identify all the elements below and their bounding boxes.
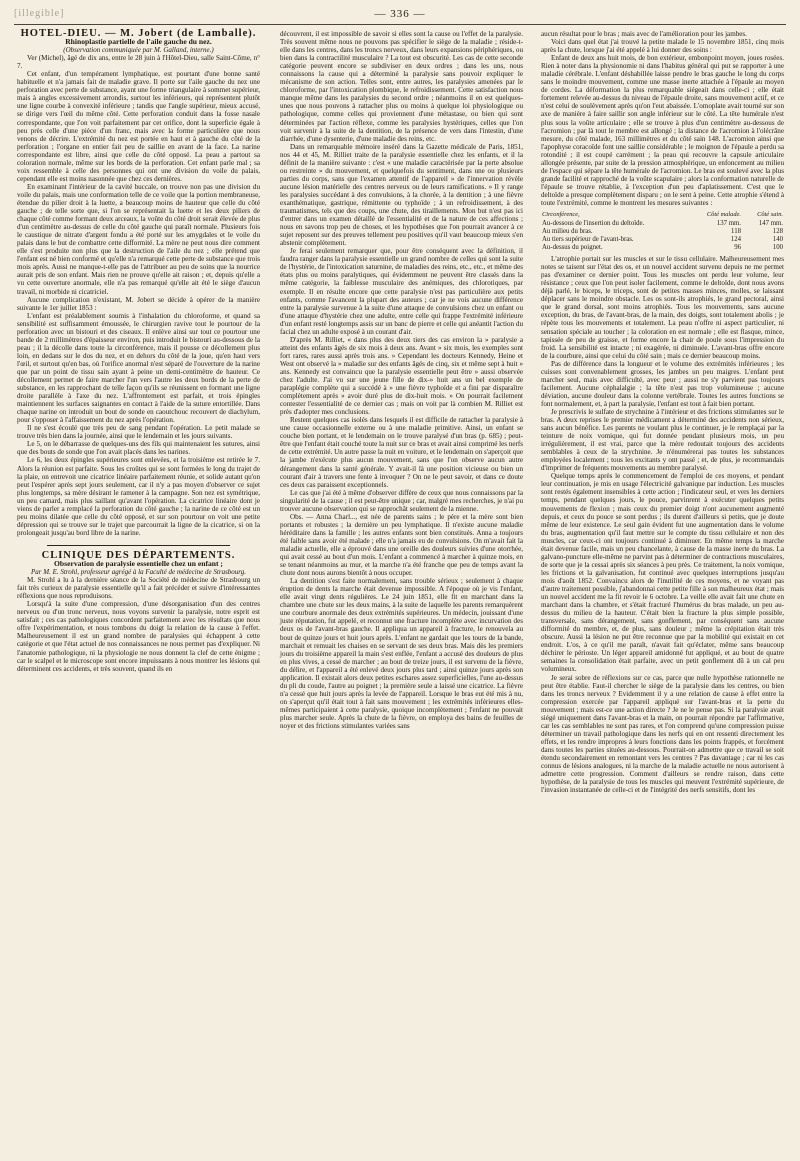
paragraph: Lorsqu'à la suite d'une compression, d'une désorganisation d'un des centres nerveux ou d'un tronc nerveux, nous voyons survenir la paralysie, notre esprit est satisfait ; ces cas pathologiques concordent parfaitement avec les résultats que nous offre l'expérimentation, et nous tombons du doigt la relation de la cause à l'effet. Malheureusement il est un grand nombre de paralysies qui échappent à cette catégorie et que l'état actuel de nos connaissances ne nous permet pas d'expliquer. Ni l'anatomie pathologique, ni la physiologie ne nous donnent la clef de cette énigme ; car le scalpel et le microscope sont encore impuissants à nous montrer les lésions qui déterminent ces accidents, et très souvent, quand ils en xyxy=(17,600,260,673)
paragraph: Pas de différence dans la longueur et le volume des extrémités inférieures ; les cuisses sont convenablement grosses, les jambes un peu maigres. L'enfant peut marcher seul, mais avec difficulté, avec peur ; aussi ne s'y parvient pas toujours facilement. Aucune céphalalgie ; la tête n'est pas trop volumineuse ; aucune déviation, aucune douleur dans la colonne vertébrale. Toutes les autres fonctions se font normalement, et, à part la paralysie, l'enfant est tout à fait bien portant. xyxy=(541,359,784,408)
row-healthy-value: 147 mm. xyxy=(758,220,783,228)
paragraph: Quelque temps après le commencement de l'emploi de ces moyens, et pendant leur continuation, je mis en usage l'électricité galvanique par induction. Les muscles sont restés également insensibles à cette action ; l'indicateur seul, et vers les derniers temps, pendant quelques jours, le pouce, parvinrent à exécuter quelques petits mouvements de flexion ; mais ceux du premier doigt n'ont aucunement augmenté depuis, et ceux du pouce se sont perdus ; ils durent d'ailleurs si petits, que je doute même de leur existence. Le seul gain évident fut une augmentation dans le volume du bras, augmentation qu'il faut mettre sur le compte du tissu cellulaire et non des muscles, car ceux-ci ont toujours continué à diminuer. En même temps la marche était devenue facile, mais un peu chancelante, à cause de la masse inerte du bras. La galvano-puncture elle-même ne parvint pas à déterminer de contractions musculaires, de sorte que je la cessai après six séances à peu près. Ce traitement, la noix vomique, les frictions et la galvanisation, fut continué avec quelques interruptions jusqu'au mois d'août 1852. Convaincu alors de l'inutilité de ces moyens, et ne voyant pas d'autre traitement possible, j'abandonnai cette petite fille à son malheureux état ; mais un nouvel accident me la fit revoir le 6 octobre. La veille elle avait fait une chute en marchant dans la chambre, et s'était fracturé l'humérus du bras malade, un peu au-dessus du milieu de la hauteur. C'était bien la fracture la plus simple possible, transversale, sans dérangement, sans gonflement, par conséquent sans aucune difformité du membre, et, de plus, sans douleur ; même la crépitation était très obscure. Aussi la lésion ne put être reconnue que par la mobilité qui existait en cet endroit. L'os, à ce qu'il me paraît, n'avait fait qu'éclater, même sans beaucoup déchirer le périoste. Un léger appareil amidonné fut appliqué, et au bout de quatre semaines la consolidation était parfaite, avec un petit gonflement dû à un cal peu volumineux. xyxy=(541,472,784,674)
paragraph: Le cas que j'ai été à même d'observer diffère de ceux que nous connaissons par la singularité de la cause ; il est peut-être unique ; car, malgré mes recherches, je n'ai pu trouver aucune observation qui se rapprochât seulement de la mienne. xyxy=(280,488,523,513)
table-header-healthy: Côté sain. xyxy=(757,211,783,219)
article-note: (Observation communiquée par M. Galland, interne.) xyxy=(63,46,214,55)
row-healthy-value: 100 xyxy=(772,244,783,252)
paragraph: Le 5, on le débarrasse de quelques-uns des fils qui maintenaient les sutures, ainsi que des bouts de sonde que l'on avait placés dans les narines. xyxy=(17,440,260,457)
paragraph: découvrent, il est impossible de savoir si elles sont la cause ou l'effet de la paralysie. Très souvent même nous ne pouvons pas spécifier le siège de la maladie ; réside-t-elle dans les centres, dans les troncs nerveux, dans leurs expansions périphériques, ou bien dans la contractilité musculaire ? La tout est obscurité. Les cas de cette seconde catégorie peuvent encore se subdiviser en deux ordres ; dans les uns, nous connaissons la cause qui a déterminé la paralysie sans pouvoir expliquer le mécanisme de son action. Telles sont, entre autres, les paralysies amenées par le chloroforme, par l'intoxication plombique, le refroidissement. Cette satisfaction nous manque même dans les paralysies du second ordre ; néanmoins il en est quelques-unes que nous pouvons à rattacher plus ou moins à quelque loi physiologique ou pathologique, comme celles qui proviennent d'une métastase, ou bien qui sont déterminées par l'action réflexe, comme les paralysies hystériques, celles que l'on voit survenir à la suite de la dentition, de la présence de vers dans l'intestin, d'une diarrhée, d'une dysenterie, d'une maladie des reins, etc. xyxy=(280,30,523,143)
column-1 xyxy=(17,30,260,673)
paragraph: Dans un remarquable mémoire inséré dans la Gazette médicale de Paris, 1851, nos 44 et 45, M. Rilliet traite de la paralysie essentielle chez les enfants, et il la définit de la manière suivante : c'est « une maladie caractérisée par la perte absolue ou restreinte » du mouvement, et quelquefois du sentiment, dans une ou plusieurs parties du corps, sans que l'examen attentif de l'appareil » de l'innervation révèle aucune lésion matérielle des centres nerveux ou de leurs ramifications. » Il y range les paralysies succédant à des convulsions, à la chorée, à la dentition ; à une fièvre exanthématique, gastrique, rémittente ou typhoïde ; à un refroidissement, à des traumatismes, tels que des coups, une chute, des tiraillements. Mon but n'est pas ici d'entrer dans un examen détaillé de l'essentialité et de la nature de ces affections ; nous en savons trop peu de choses, et les hypothèses que l'on pourrait avancer à ce sujet reposent sur des preuves tellement peu positives qu'il vaut beaucoup mieux s'en abstenir complètement. xyxy=(280,142,523,248)
table-header-row xyxy=(541,210,784,220)
column-2 xyxy=(280,30,523,730)
running-header xyxy=(14,6,786,22)
article-subtitle: Rhinoplastie partielle de l'aile gauche du nez. xyxy=(65,37,212,47)
measurement-table xyxy=(541,210,784,252)
column-3 xyxy=(541,30,784,794)
paragraph: La dentition s'est faite normalement, sans trouble sérieux ; seulement à chaque éruption de dents la marche était devenue impossible. A l'époque où je vis l'enfant, elle avait vingt dents régulières. Le 24 juin 1851, elle fit en marchant dans la chambre une chute sur les deux mains, à la suite de laquelle les parents remarquèrent une courbure anormale des deux extrémités supérieures. Un médecin, jouissant d'une juste réputation, fut appelé, et reconnut une fracture incomplète avec incurvation des deux os de l'avant-bras gauche. Il appliqua un appareil à fracture, le renouvela au bout de quinze jours et huit jours après. L'enfant ne gardait que les tours de la bande, marchait et remuait les chaises en se servant de ses deux bras. Mais dès les premiers jours du troisième appareil la main s'est enflée, l'enfant a accusé des douleurs de plus en plus vives, a cessé de marcher ; au bout de treize jours, il est survenu de la fièvre, du délire, et l'appareil a été enlevé deux jours plus tard ; ainsi quinze jours après son application. Il existait alors deux petites eschares assez superficielles, l'une au-dessus du pli du coude, l'autre au poignet ; la première seule a laissé une cicatrice. La fièvre n'a cessé que huit jours après la levée de l'appareil. Lorsque le bras eut été mis à nu, on s'aperçut qu'il était tout à fait sans mouvement ; les extrémités inférieures elles-mêmes participaient à cette paralysie, quoique incomplètement ; l'enfant ne pouvait plus marcher seule. Après la chute de la fièvre, on employa des bains de feuilles de noyer et des frictions stimulantes variées sans xyxy=(280,577,523,731)
paragraph: Je ferai seulement remarquer que, pour être conséquent avec la définition, il faudra ranger dans la paralysie essentielle un grand nombre de celles qui sont la suite de l'hystérie, de l'intoxication saturnine, de maladies des reins, etc., etc., et même des états plus ou moins paralytiques, qui évidemment ne peuvent être classés dans la même catégorie, la faiblesse musculaire des anémiques, des chlorotiques, par exemple. Il en résulte encore que cette paralysie n'est pas particulière aux petits enfants, comme l'avancent la plupart des auteurs ; car je ne vois aucune différence entre la paralysie survenue à la suite d'une attaque de convulsions chez un enfant ou d'une attaque d'hystérie chez une adulte, entre celle qui frappe l'extrémité inférieure d'un enfant resté longtemps assis sur un banc de pierre et celle qui anéantit l'action du facial chez un adulte exposé à un courant d'air. xyxy=(280,247,523,336)
col1-body xyxy=(17,54,260,537)
paragraph: Je serai sobre de réflexions sur ce cas, parce que nulle hypothèse rationnelle ne peut être établie. Faut-il chercher le siège de la paralysie dans les centres, ou bien dans les troncs nerveux ? Evidemment il y a une relation de cause à effet entre la compression exercée par l'appareil appliqué sur l'avant-bras et la perte du mouvement ; mais est-ce une action directe ? Je ne le pense pas. Si la paralysie avait siégé uniquement dans l'avant-bras et la main, on pourrait répondre par l'affirmative, car les cas semblables ne sont pas rares, et l'on comprend qu'une compression puisse déterminer un travail pathologique dans les nerfs qui en ont ressenti directement les effets, et les rendre impropres à leurs fonctions dans les points frappés, et forcément dans toutes les parties situées au-dessous. Pourrait-on admettre que ce travail se soit étendu secondairement en remontant vers les centres ? Pas davantage ; car ni les cas connus de lésions analogues, ni la marche de la maladie actuelle ne nous autorisent à admettre cette progression. Comment d'ailleurs se rendre raison, dans cette hypothèse, de la paralysie de tous les muscles qui meuvent l'extrémité supérieure, de l'invasion instantanée de celle-ci et de l'intégrité des nerfs sensitifs, dont les xyxy=(541,673,784,795)
row-label: Au tiers supérieur de l'avant-bras. xyxy=(542,236,634,244)
paragraph: En examinant l'intérieur de la cavité buccale, on trouve non pas une division du voile du palais, mais une conformation telle de ce voile que la portion membraneuse, étendue du pilier droit à la luette, a beaucoup moins de hauteur que celle du côté gauche ; de telle sorte que, si l'on se représentait la luette et les deux piliers de chaque côté comme formant deux arceaux, la voûte du côté droit serait élevée de plus d'un centimètre au-dessus de celle du côté gauche qui paraît normale. Plusieurs fois le caustique de nitrate d'argent fondu a été porté sur les amygdales et le voile du palais dans le but de combattre cette difformité. La mère ne peut nous dire comment elle s'est produite non plus que la destruction de l'aile du nez ; elle prétend que l'enfant est né bien conformé et qu'elle n'a remarqué cette perte de substance que trois mois après. Aussi ne manque-t-elle pas de l'attribuer au peu de soins que la nourrice aurait pris de son enfant. Mais rien ne prouve qu'elle ait raison ; et, depuis qu'elle a vu cette ouverture anormale, elle n'a pas remarqué qu'elle ait été le siège d'aucun travail, ni morbide ni cicatriciel. xyxy=(17,182,260,296)
paragraph: L'enfant est préalablement soumis à l'inhalation du chloroforme, et quand sa sensibilité est suffisamment émoussée, le chirurgien ravive tout le pourtour de la perforation avec un bistouri et des ciseaux. Il enlève ainsi sur tout ce pourtour une bande de 2 millimètres d'épaisseur environ, puis introduit le bistouri au-dessous de la peau ; il la décolle dans toute la circonférence, mais il pousse ce décollement plus loin, en dedans sur le dos du nez, et en dehors du côté de la joue, qu'en haut vers l'œil, et surtout qu'en bas, où l'orifice anormal n'est séparé de l'ouverture de la narine que par un point de tissu sain ayant à peine un demi-centimètre de hauteur. Ce décollement permet de faire marcher l'un vers l'autre les deux bords de la perte de substance, en les rapprochant de telle façon qu'ils se réunissent en formant une ligne droite parallèle à l'axe du nez. L'affrontement est parfait, et trois épingles maintiennent les surfaces saignantes en contact à l'aide de la suture entortillée. Dans chaque narine on introduit un bout de sonde en caoutchouc recouvert de diachylum, pour s'opposer à l'affaissement du nez après l'opération. xyxy=(17,311,260,425)
paragraph: Obs. — Anna Charl..., est née de parents sains ; le père et la mère sont bien portants et robustes ; la dernière un peu lymphatique. Il n'existe aucune maladie héréditaire dans la famille ; les autres enfants sont bien constitués. Anna a toujours été faible sans avoir été malade ; elle n'a jamais eu de convulsions. On m'avait fait la maladie actuelle, elle a éprouvé dans une oreille des douleurs suivies d'une otorrhée, qui avait cessé au bout d'un mois. L'enfant a commencé à marcher à quinze mois, en se tenant néanmoins au mur, et la marche n'a été franche que peu de temps avant la chute dont nous aurons bientôt à nous occuper. xyxy=(280,512,523,578)
paragraph: Le 6, les deux épingles supérieures sont enlevées, et la troisième est retirée le 7. Alors la réunion est parfaite. Sous les croûtes qui se sont formées le long du trajet de la plaie, on entrevoit une cicatrice linéaire parfaitement réunie, et solide autant qu'on peut l'espérer après sept jours seulement, car il n'y a pas moyen d'observer ce sujet plus longtemps, sa mère désirant le ramener à la campagne. Son nez est symétrique, un peu camard, mais plus saillant qu'avant l'opération. La cicatrice linéaire dont je viens de parler a remplacé la perforation du côté gauche ; la narine de ce côté est un peu moins dilatée que celle du côté opposé, et sur son pourtour on voit une petite dépression qui se trouve sur le trajet que parcourrait la ligne de la cicatrice, si on la prolongeait jusqu'au bord libre de la narine. xyxy=(17,456,260,537)
paragraph: Aucune complication n'existant, M. Jobert se décide à opérer de la manière suivante le 1er juillet 1853 : xyxy=(17,295,260,312)
row-label: Au-dessous de l'insertion du deltoïde. xyxy=(542,220,645,228)
paragraph: Enfant de deux ans huit mois, de bon extérieur, embonpoint moyen, joues rosées. Rien à noter dans la physionomie ni dans l'habitus général qui put se rapporter à une maladie cérébrale. L'enfant déshabillée laisse pendre le bras gauche le long du corps sans le moindre mouvement, comme une masse inerte attachée à l'épaule au moyen de cordes. La déformation la plus remarquable siégeait dans celle-ci ; elle était fortement relevée au-dessus du niveau de l'épaule droite, sans mouvement actif, et ce n'est celui de soulèvement après qu'on l'eut abaissée. L'omoplate avait tourné sur son axe de manière à faire saillir son angle inférieur sur le côté. La tête humérale n'est plus sous la voûte articulaire ; elle se trouve à plus d'un centimètre au-dessous de l'acromion ; par là tout le membre est allongé ; la distance de l'acromion à l'olécrâne mesure, du côté malade, 163 millimètres et du côté sain 148. L'acromion ainsi que l'apophyse coracoïde font une saillie considérable ; le moignon de l'épaule a perdu sa rotondité ; il est coupé carrément ; la peau qui recouvre la capsule articulaire allongée présente, par suite de la pression atmosphérique, un enfoncement au milieu de l'espace qui sépare la tête humérale de l'acromion. Le bras est soulevé avec la plus grande facilité et rapproché de la voûte scapulaire ; alors la conformation naturelle de l'épaule se trouve rétablie, à l'exception d'un peu d'aplatissement. C'est que le deltoïde a presque complètement disparu ; on le sent à peine. Cette atrophie s'étend à toute l'extrémité, comme le montrent les mesures suivantes : xyxy=(541,54,784,207)
section-author: Par M. E. Strohl, professeur agrégé à la Faculté de médecine de Strasbourg. xyxy=(30,568,247,577)
row-healthy-value: 128 xyxy=(772,228,783,236)
table-header-label: Circonférence, xyxy=(542,211,580,219)
paragraph: Cet enfant, d'un tempérament lymphatique, est pourtant d'une bonne santé habituelle et n'a jamais fait de maladie grave. Il porte sur l'aile gauche du nez une perforation avec perte de substance, ayant une forme triangulaire à sommet supérieur, mais à angles excessivement arrondis, surtout les inférieurs, qui représentent plutôt une ligne courbe à convexité inférieure ; tandis que l'angle supérieur, mieux accusé, se dirige vers l'œil du même côté. Cette perforation conduit dans la fosse nasale correspondante, que l'on voit parfaitement par cet orifice, dont la superficie égale à peu près celle d'une pièce d'un franc, mais avec la forme particulière que nous venons de décrire. L'extrémité du nez est portée en haut et à gauche du côté de la perforation ; l'organe en entier fait peu de saillie en avant de la face. La narine correspondante est libre, ainsi que celle du côté opposé. La peau a partout sa coloration normale, même sur les bords de la perforation. Cet enfant parle mal ; sa voix ressemble à celle des personnes qui ont une division du voile du palais, cependant elle est moins nasonnée que chez ces dernières. xyxy=(17,70,260,183)
table-row xyxy=(541,228,784,236)
row-label: Au milieu du bras. xyxy=(542,228,593,236)
paragraph: Ver (Michel), âgé de dix ans, entre le 28 juin à l'Hôtel-Dieu, salle Saint-Côme, n° 7. xyxy=(17,54,260,71)
section-title: CLINIQUE DES DÉPARTEMENTS. xyxy=(41,549,236,561)
paragraph: Voici dans quel état j'ai trouvé la petite malade le 15 novembre 1851, cinq mois après la chute, lorsque j'ai été appelé à lui donner des soins : xyxy=(541,38,784,55)
table-row xyxy=(541,220,784,228)
row-sick-value: 137 mm. xyxy=(716,220,741,228)
paragraph: D'après M. Rilliet, « dans plus des deux tiers des cas environ la » paralysie a atteint des enfants âgés de six mois à deux ans. Avant » six mois, les exemples sont fort rares, rares aussi après trois ans. » Cependant les docteurs Kennedy, Heine et West ont observé la » maladie sur des enfants âgés de cinq, six et même sept à huit » ans. Kennedy est convaincu que la paralysie essentielle peut être » aussi observée chez l'adulte. J'ai vu sur une jeune fille de dix-» huit ans un bel exemple de paraplégie complète qui a succédé à » une fièvre typhoïde et a fini par disparaître complètement après » avoir duré plus de dix-huit mois. » On pourrait facilement contester l'essentialité de ce dernier cas ; mais on voit par là combien M. Rilliet est près d'adopter mes conclusions. xyxy=(280,335,523,417)
paragraph: M. Strohl a lu à la dernière séance de la Société de médecine de Strasbourg un fait très curieux de paralysie essentielle qu'il a fait précéder et suivre d'intéressantes réflexions que nous reproduisons. xyxy=(17,576,260,601)
section-subtitle: Observation de paralysie essentielle chez un enfant ; xyxy=(54,559,223,568)
section-divider xyxy=(47,545,230,546)
table-row xyxy=(541,236,784,244)
paragraph: L'atrophie portait sur les muscles et sur le tissu cellulaire. Malheureusement mes notes se taisent sur l'état des os, et un nouvel accident survenu depuis ne me permet pas d'examiner ce dernier point. Tous les muscles ont perdu leur volume, leur résistance ; ceux que l'on peut isoler facilement, comme le deltoïde, dont nous avons déjà parlé, le biceps, le triceps, sont de petites masses minces, molles, se laissant déplacer sans le moindre obstacle. Les os sont-ils atrophiés, le grand pectoral, ainsi que le grand dorsal, sont moins atrophiés. Tous les mouvements, sans aucune exception, du bras, de l'avant-bras, de la main, des doigts, sont totalement abolis ; je répète tous les mouvements et totalement. La peau n'offre ni aspect particulier, ni sensation spéciale au toucher ; la coloration en est normale ; elle est flasque, mince, tapissée de peu de graisse, et forme encore la chair de poule sous l'impression du froid. La sensibilité est intacte ; ni exagérée, ni diminuée. L'avant-bras offre encore de la courbure, ainsi que celui du côté sain ; mais ce dernier beaucoup moins. xyxy=(541,255,784,360)
row-sick-value: 118 xyxy=(731,228,741,236)
paragraph: Restent quelques cas isolés dans lesquels il est difficile de rattacher la paralysie à une cause occasionnelle externe ou à une maladie primitive. Ainsi, un enfant se couche bien portant, et le lendemain on le trouve paralysé d'un bras (p. 685) ; peut-être que l'enfant était couché toute la nuit sur ce bras et avait ainsi comprimé les nerfs de cette extrémité. Un autre passe la nuit en voiture, et le lendemain on s'aperçoit que la jambe n'exécute plus aucun mouvement, sans que l'on observe aucun autre dérangement dans la santé générale. Y avait-il là une position vicieuse ou bien un courant d'air à travers une fente à invoquer ? On ne le peut savoir, et dans ce doute ces deux cas paraissent exceptionnels. xyxy=(280,416,523,489)
article-title: HOTEL-DIEU. — M. Jobert (de Lamballe). xyxy=(20,28,257,39)
paragraph: Je prescrivis le sulfate de strychnine à l'intérieur et des frictions stimulantes sur le bras. A deux reprises le premier médicament a déterminé des accidents non sérieux, sans aucun bénéfice. Les parents ne voulant plus le continuer, je le remplaçai par la teinture de noix vomique, qui fut donnée pendant plusieurs mois, un peu irrégulièrement, il est vrai, parce que la mère redoutait toujours des accidents semblables à ceux de la strychnine. Je n'énumérerai pas toutes les substances employées localement ; tous les excitants y ont passé ; et, de plus, je recommandais d'imprimer de fréquents mouvements au membre paralysé. xyxy=(541,407,784,473)
header-faded-text: [illegible] xyxy=(14,8,65,19)
table-header-sick: Côté malade. xyxy=(706,211,741,219)
row-healthy-value: 140 xyxy=(772,236,783,244)
paragraph: Il ne s'est écoulé que très peu de sang pendant l'opération. Le petit malade se trouve très bien dans la journée, ainsi que le lendemain et les jours suivants. xyxy=(17,424,260,441)
page-number: — 336 — xyxy=(374,8,426,20)
row-sick-value: 124 xyxy=(730,236,741,244)
header-rule xyxy=(14,24,786,25)
row-label: Au-dessus du poignet. xyxy=(542,244,603,252)
paragraph: aucun résultat pour le bras ; mais avec de l'amélioration pour les jambes. xyxy=(541,30,747,38)
row-sick-value: 96 xyxy=(734,244,741,252)
table-row xyxy=(541,244,784,252)
